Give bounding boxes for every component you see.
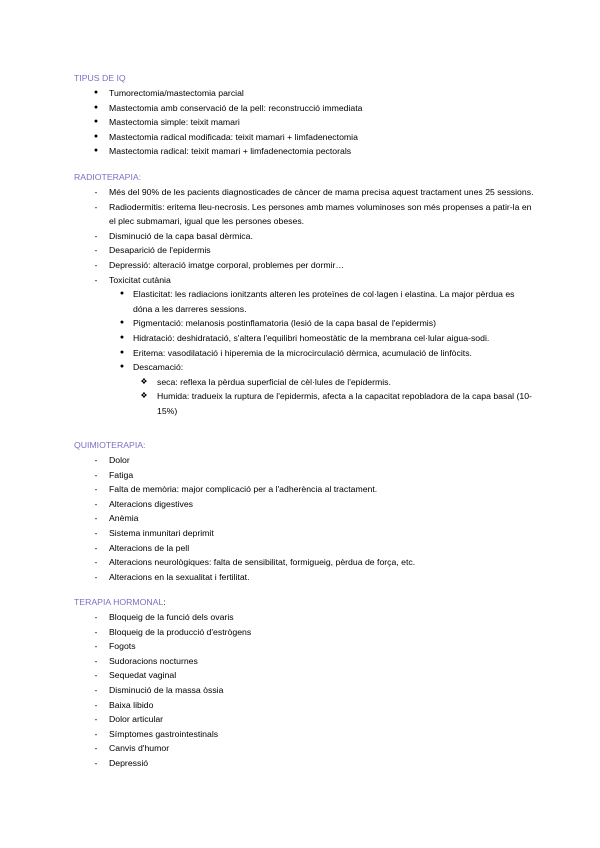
item-text: Mastectomia simple: teixit mamari xyxy=(109,117,240,128)
list-item xyxy=(74,86,534,101)
dash-icon: - xyxy=(94,626,98,637)
item-text: Alteracions de la pell xyxy=(109,542,190,553)
item-text: Alteracions neurològiques: falta de sensibilitat, formigueig, pèrdua de força, etc. xyxy=(109,557,416,568)
list-item xyxy=(74,712,534,727)
list-item xyxy=(74,229,534,244)
item-text: Anèmia xyxy=(109,513,139,524)
list-item xyxy=(74,130,534,145)
section-heading xyxy=(74,439,534,451)
list-item xyxy=(74,741,534,756)
section-heading xyxy=(74,596,534,608)
dash-icon: - xyxy=(94,714,98,725)
list-item xyxy=(74,453,534,468)
dash-icon: - xyxy=(94,571,98,582)
section-terapia-hormonal xyxy=(74,596,534,771)
list-item xyxy=(74,683,534,698)
sublist-item xyxy=(109,331,534,346)
dash-icon: - xyxy=(94,187,98,197)
bullet-icon: ● xyxy=(93,147,99,155)
section-tipus-iq xyxy=(74,72,534,159)
heading-text: TIPUS DE IQ xyxy=(74,73,126,83)
list-item xyxy=(74,258,534,273)
item-text: Bloqueig de la funció dels ovaris xyxy=(109,612,234,622)
dash-icon: - xyxy=(94,455,98,465)
list-item xyxy=(74,756,534,771)
dash-icon: - xyxy=(94,757,98,768)
list-item xyxy=(74,526,534,541)
heading-colon: : xyxy=(163,597,166,607)
item-text: Símptomes gastrointestinals xyxy=(109,728,219,739)
dash-icon: - xyxy=(94,641,98,652)
descamacio-sublist xyxy=(133,375,534,419)
bullet-icon: ● xyxy=(93,132,99,140)
item-text: Bloqueig de la producció d'estrògens xyxy=(109,626,252,637)
bullet-icon: ● xyxy=(93,118,99,126)
item-text: Alteracions en la sexualitat i fertilitat. xyxy=(109,571,250,582)
item-text: Fogots xyxy=(109,641,136,652)
item-text: Canvis d'humor xyxy=(109,743,170,754)
dash-icon: - xyxy=(94,655,98,666)
list-item xyxy=(74,639,534,654)
item-text: Més del 90% de les pacients diagnosticades de càncer de mama precisa aquest tractament unes 25 sessions. xyxy=(109,187,534,197)
tipus-list xyxy=(74,86,534,159)
section-radioterapia xyxy=(74,171,534,419)
section-quimioterapia xyxy=(74,439,534,584)
dash-icon: - xyxy=(94,670,98,681)
hormonal-list xyxy=(74,610,534,771)
dash-icon: - xyxy=(94,484,98,495)
bullet-icon: ● xyxy=(119,333,125,341)
list-item xyxy=(74,555,534,570)
dash-icon: - xyxy=(94,274,98,285)
item-text: Depressió xyxy=(109,757,149,768)
item-text: Pigmentació: melanosis postinflamatoria (lesió de la capa basal de l'epidermis) xyxy=(133,318,436,329)
radioterapia-list xyxy=(74,185,534,419)
item-text: Mastectomia radical modificada: teixit mamari + limfadenectomia xyxy=(109,131,358,142)
dash-icon: - xyxy=(94,230,98,241)
list-item xyxy=(74,497,534,512)
item-text: Dolor articular xyxy=(109,714,164,725)
item-text: Toxicitat cutània xyxy=(109,274,171,285)
dash-icon: - xyxy=(94,245,98,256)
item-text: Elasticitat: les radiacions ionitzants alteren les proteïnes de col·lagen i elastina. La major pèrdua es dóna a les darreres sessions. xyxy=(133,289,515,314)
diamond-bullet-icon: ❖ xyxy=(140,391,148,401)
item-text: Mastectomia amb conservació de la pell: reconstrucció immediata xyxy=(109,102,363,113)
item-text: Alteracions digestives xyxy=(109,498,194,509)
dash-icon: - xyxy=(94,542,98,553)
bullet-icon: ● xyxy=(119,290,125,298)
list-item xyxy=(74,200,534,229)
item-text: Sequedat vaginal xyxy=(109,670,177,681)
sublist-item xyxy=(109,316,534,331)
dash-icon: - xyxy=(94,684,98,695)
list-item xyxy=(74,115,534,130)
list-item xyxy=(74,541,534,556)
dash-icon: - xyxy=(94,527,98,538)
item-text: Baixa libido xyxy=(109,699,154,710)
dash-icon: - xyxy=(94,513,98,524)
item-text: Sistema inmunitari deprimit xyxy=(109,527,214,538)
dash-icon: - xyxy=(94,612,98,622)
heading-text: TERAPIA HORMONAL xyxy=(74,597,164,607)
dash-icon: - xyxy=(94,498,98,509)
dash-icon: - xyxy=(94,469,98,480)
bullet-icon: ● xyxy=(93,103,99,111)
dash-icon: - xyxy=(94,557,98,568)
item-text: Mastectomia radical: teixit mamari + limfadenectomia pectorals xyxy=(109,146,352,157)
list-item xyxy=(74,101,534,116)
heading-colon: : xyxy=(138,172,142,182)
list-item xyxy=(74,273,534,419)
item-text: Disminució de la capa basal dèrmica. xyxy=(109,230,253,241)
item-text: Descamació: xyxy=(133,362,184,373)
heading-text: QUIMIOTERAPIA xyxy=(74,440,144,450)
heading-text: RADIOTERAPIA xyxy=(74,172,139,182)
dash-icon: - xyxy=(94,728,98,739)
item-text: Humida: tradueix la ruptura de l'epidermis, afecta a la capacitat repobladora de la capa basal (10-15%) xyxy=(157,391,532,416)
toxicitat-sublist xyxy=(109,287,534,418)
dash-icon: - xyxy=(94,259,98,270)
list-item xyxy=(74,625,534,640)
sublist-item xyxy=(109,360,534,418)
section-heading xyxy=(74,72,534,84)
quimioterapia-list xyxy=(74,453,534,584)
dash-icon: - xyxy=(94,743,98,754)
item-text: Disminució de la massa òssia xyxy=(109,684,224,695)
list-item xyxy=(74,243,534,258)
list-item xyxy=(74,468,534,483)
item-text: Dolor xyxy=(109,455,130,465)
item-text: Sudoracions nocturnes xyxy=(109,655,198,666)
item-text: seca: reflexa la pèrdua superficial de cèl·lules de l'epidermis. xyxy=(157,376,391,387)
sublist-item xyxy=(133,389,534,418)
bullet-icon: ● xyxy=(93,89,99,96)
item-text: Radiodermitis: eritema lleu-necrosis. Les persones amb mames voluminoses son més propenses a patir-la en el plec submamari, igual que les persones obeses. xyxy=(109,201,532,227)
item-text: Desaparició de l'epidermis xyxy=(109,245,211,256)
bullet-icon: ● xyxy=(119,348,125,356)
item-text: Tumorectomia/mastectomia parcial xyxy=(109,88,244,98)
bullet-icon: ● xyxy=(119,363,125,371)
list-item xyxy=(74,144,534,159)
list-item xyxy=(74,482,534,497)
list-item xyxy=(74,727,534,742)
item-text: Depressió: alteració imatge corporal, problemes per dormir… xyxy=(109,259,345,270)
sublist-item xyxy=(109,287,534,316)
list-item xyxy=(74,698,534,713)
dash-icon: - xyxy=(94,699,98,710)
list-item xyxy=(74,610,534,625)
item-text: Hidratació: deshidratació, s'altera l'equilibri homeostàtic de la membrana cel·lular aigua-sodi. xyxy=(133,332,490,343)
section-heading xyxy=(74,171,534,183)
list-item xyxy=(74,185,534,200)
item-text: Eritema: vasodilatació i hiperemia de la microcirculació dèrmica, acumulació de linfòcits. xyxy=(133,347,472,358)
list-item xyxy=(74,511,534,526)
heading-colon: : xyxy=(143,440,146,450)
dash-icon: - xyxy=(94,201,98,212)
item-text: Falta de memòria: major complicació per a l'adherència al tractament. xyxy=(109,484,378,495)
list-item xyxy=(74,668,534,683)
sublist-item xyxy=(133,375,534,390)
item-text: Fatiga xyxy=(109,469,134,480)
list-item xyxy=(74,654,534,669)
diamond-bullet-icon: ❖ xyxy=(140,376,148,386)
sublist-item xyxy=(109,346,534,361)
bullet-icon: ● xyxy=(119,319,125,327)
list-item xyxy=(74,570,534,585)
